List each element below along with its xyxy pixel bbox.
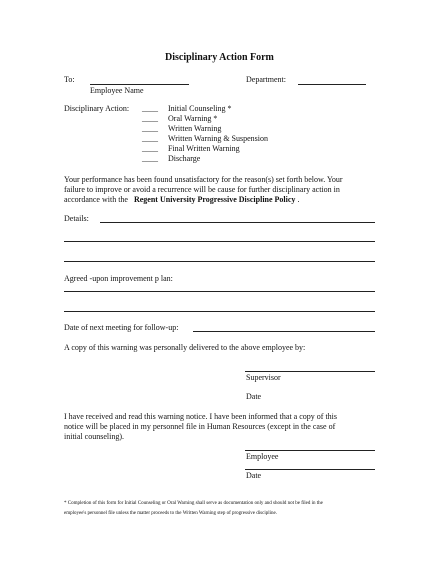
next-meeting-label: Date of next meeting for follow-up:: [64, 323, 179, 332]
option-blank[interactable]: ____: [142, 104, 158, 113]
performance-paragraph-line-2: failure to improve or avoid a recurrence will be cause for further disciplinary action in: [64, 185, 340, 194]
option-label: Written Warning: [168, 124, 222, 133]
option-label: Written Warning & Suspension: [168, 134, 268, 143]
department-label: Department:: [246, 75, 286, 84]
to-field[interactable]: [90, 84, 189, 85]
policy-name: Regent University Progressive Discipline Policy: [133, 195, 296, 204]
department-field[interactable]: [298, 84, 366, 85]
supervisor-signature-line[interactable]: [245, 371, 375, 372]
date-label: Date: [246, 471, 262, 480]
employee-name-label: Employee Name: [90, 86, 144, 95]
employee-signature-line[interactable]: [245, 450, 375, 451]
action-label: Disciplinary Action:: [64, 104, 130, 113]
improvement-label: Agreed -upon improvement p lan:: [64, 274, 173, 283]
footnote-line-2: employee's personnel file unless the matter proceeds to the Written Warning step of progressive discipline.: [64, 511, 277, 516]
details-line[interactable]: [64, 241, 375, 242]
to-label: To:: [64, 75, 75, 84]
improvement-line[interactable]: [64, 291, 375, 292]
receipt-line-1: I have received and read this warning notice. I have been informed that a copy of this: [64, 412, 338, 421]
employee-label: Employee: [246, 452, 279, 461]
option-label: Discharge: [168, 154, 201, 163]
footnote-line-1: * Completion of this form for Initial Counseling or Oral Warning shall serve as documentation only and should not be filed in the: [64, 501, 323, 506]
option-blank[interactable]: ____: [142, 154, 158, 163]
receipt-line-2: notice will be placed in my personnel file in Human Resources (except in the case of: [64, 422, 336, 431]
option-blank[interactable]: ____: [142, 114, 158, 123]
option-label: Initial Counseling *: [168, 104, 232, 113]
option-label: Oral Warning *: [168, 114, 218, 123]
form-title: Disciplinary Action Form: [165, 52, 274, 63]
details-label: Details:: [64, 214, 89, 223]
option-blank[interactable]: ____: [142, 134, 158, 143]
option-row[interactable]: [142, 154, 158, 163]
details-line[interactable]: [100, 222, 375, 223]
option-blank[interactable]: ____: [142, 124, 158, 133]
paragraph-prefix: accordance with the: [64, 195, 128, 204]
footnote: [64, 499, 323, 519]
copy-statement: A copy of this warning was personally delivered to the above employee by:: [64, 343, 306, 352]
supervisor-label: Supervisor: [246, 373, 281, 382]
option-row[interactable]: [142, 124, 158, 133]
option-label: Final Written Warning: [168, 144, 240, 153]
option-row[interactable]: [142, 114, 158, 123]
date-label: Date: [246, 392, 262, 401]
performance-paragraph-line-3: [64, 195, 299, 204]
option-row[interactable]: [142, 134, 158, 143]
details-line[interactable]: [64, 261, 375, 262]
option-row[interactable]: [142, 144, 158, 153]
option-row[interactable]: [142, 104, 158, 113]
next-meeting-field[interactable]: [193, 331, 375, 332]
performance-paragraph-line-1: Your performance has been found unsatisfactory for the reason(s) set forth below. Your: [64, 175, 343, 184]
receipt-line-3: initial counseling).: [64, 432, 124, 441]
employee-date-line[interactable]: [245, 469, 375, 470]
option-blank[interactable]: ____: [142, 144, 158, 153]
improvement-line[interactable]: [64, 311, 375, 312]
paragraph-suffix: .: [297, 195, 300, 204]
